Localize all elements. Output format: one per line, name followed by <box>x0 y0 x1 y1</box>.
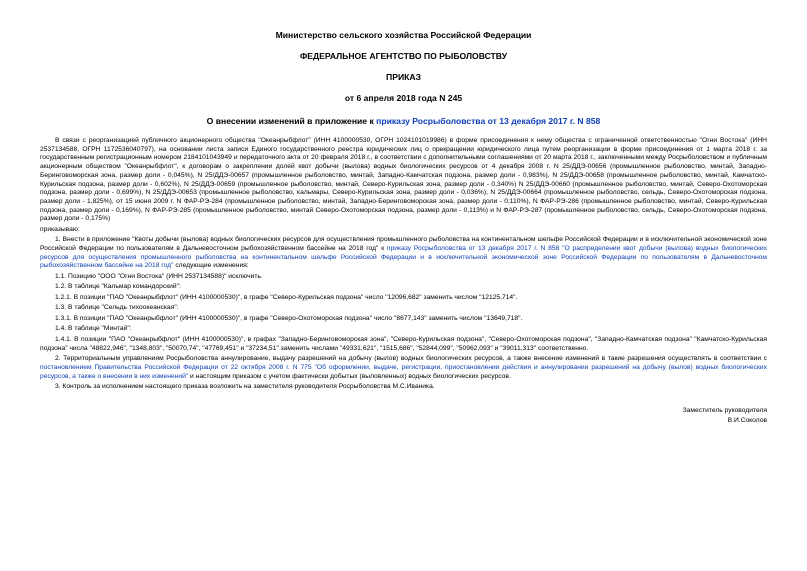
document-date-number: от 6 апреля 2018 года N 245 <box>344 93 463 103</box>
ministry-name: Министерство сельского хозяйства Российской Федерации <box>275 30 532 40</box>
agency-name: ФЕДЕРАЛЬНОЕ АГЕНТСТВО ПО РЫБОЛОВСТВУ <box>299 51 508 61</box>
item-3-paragraph: 3. Контроль за исполнением настоящего приказа возложить на заместителя руководителя Росрыболовства М.С.Иваника. <box>55 383 435 391</box>
subitem-1-4-1: 1.4.1. В позиции "ПАО "Океанрыбфлот" (ИНН 4100000530)", в графах "Западно-Беринговоморская зона", "Северо-Курильская подзона", "Северо-Охотоморская подзона", "Западно-Камчатская подзона" "Камчатско-Курильская подзона" числа "48822,946", "1348,803", "50070,74", "47769,451" и "37234,51" заменить числами "49331,621", "1515,686", "52844,099", "50962,093" и "39011,313" соответственно. <box>40 335 767 352</box>
document <box>40 30 767 426</box>
document-title <box>40 116 767 127</box>
subitem-1-3: 1.3. В таблице "Сельдь тихоокеанская": <box>55 304 179 312</box>
item-1-text-b: следующие изменения: <box>173 262 249 270</box>
item-2-link-decree-775[interactable]: постановлением Правительства Российской Федерации от 22 октября 2008 г. N 775 "Об оформлении, выдаче, регистрации, приостановлении действия и аннулировании разрешений на добычу (вылов) водных биологических ресурсов, а также о внесении в них изменений" <box>40 363 767 380</box>
preamble-paragraph: В связи с реорганизацией публичного акционерного общества "Океанрыбфлот" (ИНН 4100000530, ОГРН 1024101019986) в форме присоединения к нему общества с ограниченной ответственностью "Огни Востока" (ИНН 2537134588, ОГРН 1172536040797), на основании листа записи Единого государственного реестра юридических лиц о прекращении юридического лица путем реорганизации в форме присоединения от 1 марта 2018 г. за государственным регистрационным номером 2184101043949 и передаточного акта от 20 февраля 2018 г., в соответствии с дополнительными соглашениями от 20 марта 2018 г., заключенными между Росрыболовством и публичным акционерным обществом "Океанрыбфлот", к договорам о закреплении долей квот добычи (вылова) водных биологических ресурсов от 4 декабря 2008 г. N 25/ДДЭ-00656 (промышленное рыболовство, минтай, Западно-Беринговоморская зона, размер доли - 0,045%), N 25/ДДЭ-00657 (промышленное рыболовство, минтай, Западно-Камчатская подзона, размер доли - 0,983%), N 25/ДДЭ-00658 (промышленное рыболовство, минтай, Камчатско-Курильская подзона, размер доли - 0,602%), N 25/ДДЭ-00659 (промышленное рыболовство, минтай, Северо-Курильская зона, размер доли - 0,340%) N 25/ДДЭ-00660 (промышленное рыболовство, минтай, Северо-Охотоморская подзона, размер доли - 0,699%), N 25/ДДЭ-00653 (промышленное рыболовство, кальмары, Северо-Курильская зона, размер доли - 0,036%), N 25/ДДЭ-00664 (промышленное рыболовство, сельдь, Северо-Охотоморская подзона, размер доли - 1,825%), от 15 июня 2009 г. N ФАР-РЭ-284 (промышленное рыболовство, минтай, Западно-Беринговоморская зона, размер доли - 0,110%), N ФАР-РЭ-286 (промышленное рыболовство, минтай, Северо-Курильская подзона, размер доли - 0,169%), N ФАР-РЭ-285 (промышленное рыболовство, минтай Северо-Охотоморская подзона, размер доли - 0,113%) и N ФАР-РЭ-287 (промышленное рыболовство, сельдь, Северо-Охотоморская подзона, размер доли - 0,175%) <box>40 137 767 223</box>
item-2-paragraph <box>40 355 767 381</box>
item-1-paragraph <box>40 236 767 271</box>
item-1-link-order-858[interactable]: приказу Росрыболовства от 13 декабря 2017 г. N 858 "О распределении квот добычи (вылова) водных биологических ресурсов для осуществления промышленного рыболовства на континентальном шельфе Российской Федерации и в исключительной экономической зоне Российской Федерации по пользователям в Дальневосточном рыбохозяйственном бассейне на 2018 год" <box>40 245 767 270</box>
document-type: ПРИКАЗ <box>386 72 421 82</box>
subitem-1-4: 1.4. В таблице "Минтай": <box>55 325 132 333</box>
subitem-1-3-1: 1.3.1. В позиции "ПАО "Океанрыбфлот" (ИНН 4100000530)", в графе "Северо-Охотоморская подзона" число "8677,143" заменить числом "13649,718". <box>55 314 523 322</box>
item-2-text-b: и настоящим приказом с учетом фактически добытых (выловленных) водных биологических ресурсов. <box>188 372 511 380</box>
signatory-position: Заместитель руководителя <box>682 406 767 414</box>
subitem-1-1: 1.1. Позицию "ООО "Огни Востока" (ИНН 2537134588)" исключить. <box>55 272 263 280</box>
title-link-order-858[interactable]: приказу Росрыболовства от 13 декабря 2017 г. N 858 <box>376 116 601 126</box>
signatory-name: В.И.Соколов <box>727 416 767 424</box>
title-prefix: О внесении изменений в приложение к <box>206 116 377 126</box>
document-body <box>40 137 767 392</box>
item-1-text-a: 1. Внести в приложение "Квоты добычи (вылова) водных биологических ресурсов для осуществления промышленного рыболовства на континентальном шельфе Российской Федерации и в исключительной экономической зоне Российской Федерации по пользователям в Дальневосточном рыбохозяйственном бассейне на 2018 год" к <box>40 236 767 253</box>
signature-block <box>40 406 767 426</box>
item-2-text-a: 2. Территориальным управлениям Росрыболовства аннулирование, выдачу разрешений на добычу (вылов) водных биологических ресурсов, а также внесение изменений в такие разрешения осуществлять в соответствии с <box>55 355 767 363</box>
subitem-1-2-1: 1.2.1. В позиции "ПАО "Океанрыбфлот" (ИНН 4100000530)", в графе "Северо-Курильская подзона" число "12096,682" заменить числом "12125,714". <box>55 293 518 301</box>
prikazyvayu-text: приказываю: <box>40 225 80 233</box>
subitem-1-2: 1.2. В таблице "Кальмар командорский": <box>55 283 181 291</box>
